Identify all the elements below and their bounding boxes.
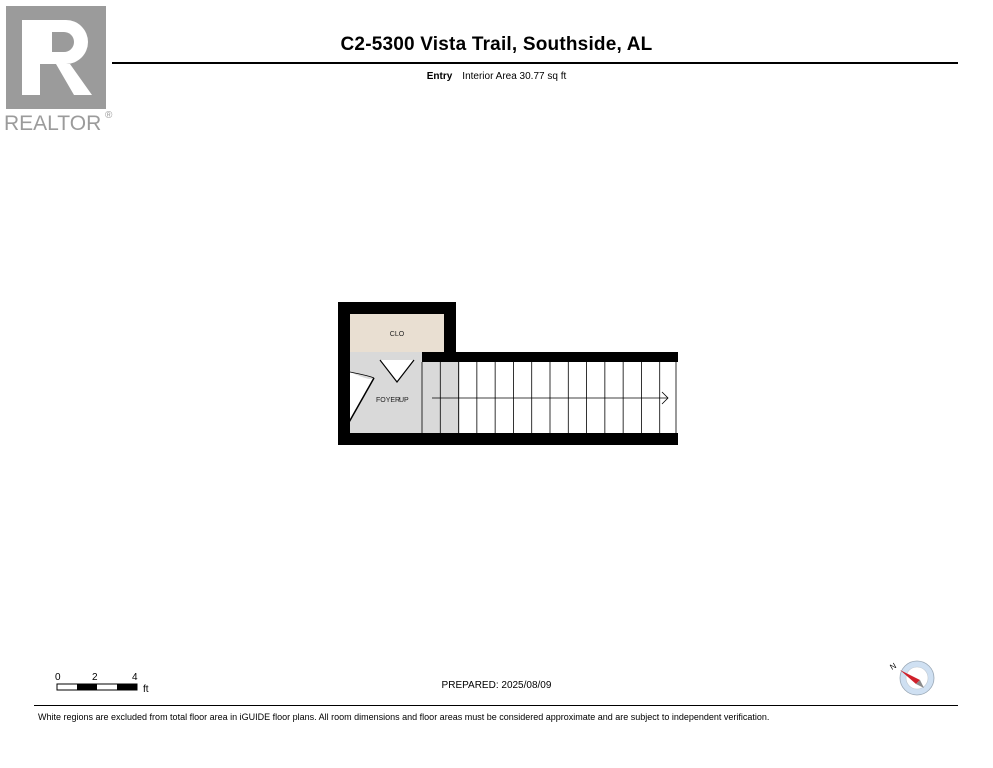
page-title: C2-5300 Vista Trail, Southside, AL [340,34,653,55]
prepared-date: PREPARED: 2025/08/09 [441,680,552,691]
closet-label: CLO [389,331,405,338]
stairs-up-label: UP [399,397,409,404]
stair-wall-top [414,352,678,362]
closet-wall [338,302,456,314]
scale-tick-4: 4 [132,672,138,683]
realtor-wordmark: REALTOR [4,112,102,134]
scale-tick-2: 2 [92,672,98,683]
footer-divider [34,705,958,706]
scale-unit: ft [143,684,149,695]
registered-mark: ® [105,110,113,121]
closet-wall-right [444,302,456,354]
foyer-label: FOYER [376,397,401,404]
disclaimer-text: White regions are excluded from total floor area in iGUIDE floor plans. All room dimensions and floor areas must be considered approximate and are subject to independent verification. [38,712,770,722]
bottom-wall [338,433,678,445]
interior-area: Interior Area 30.77 sq ft [462,71,567,82]
floor-name: Entry [426,71,453,82]
compass-north-letter: N [888,661,898,672]
north-compass-icon [888,658,936,698]
stair-shaded-steps [422,362,460,433]
scale-tick-0: 0 [55,672,61,683]
